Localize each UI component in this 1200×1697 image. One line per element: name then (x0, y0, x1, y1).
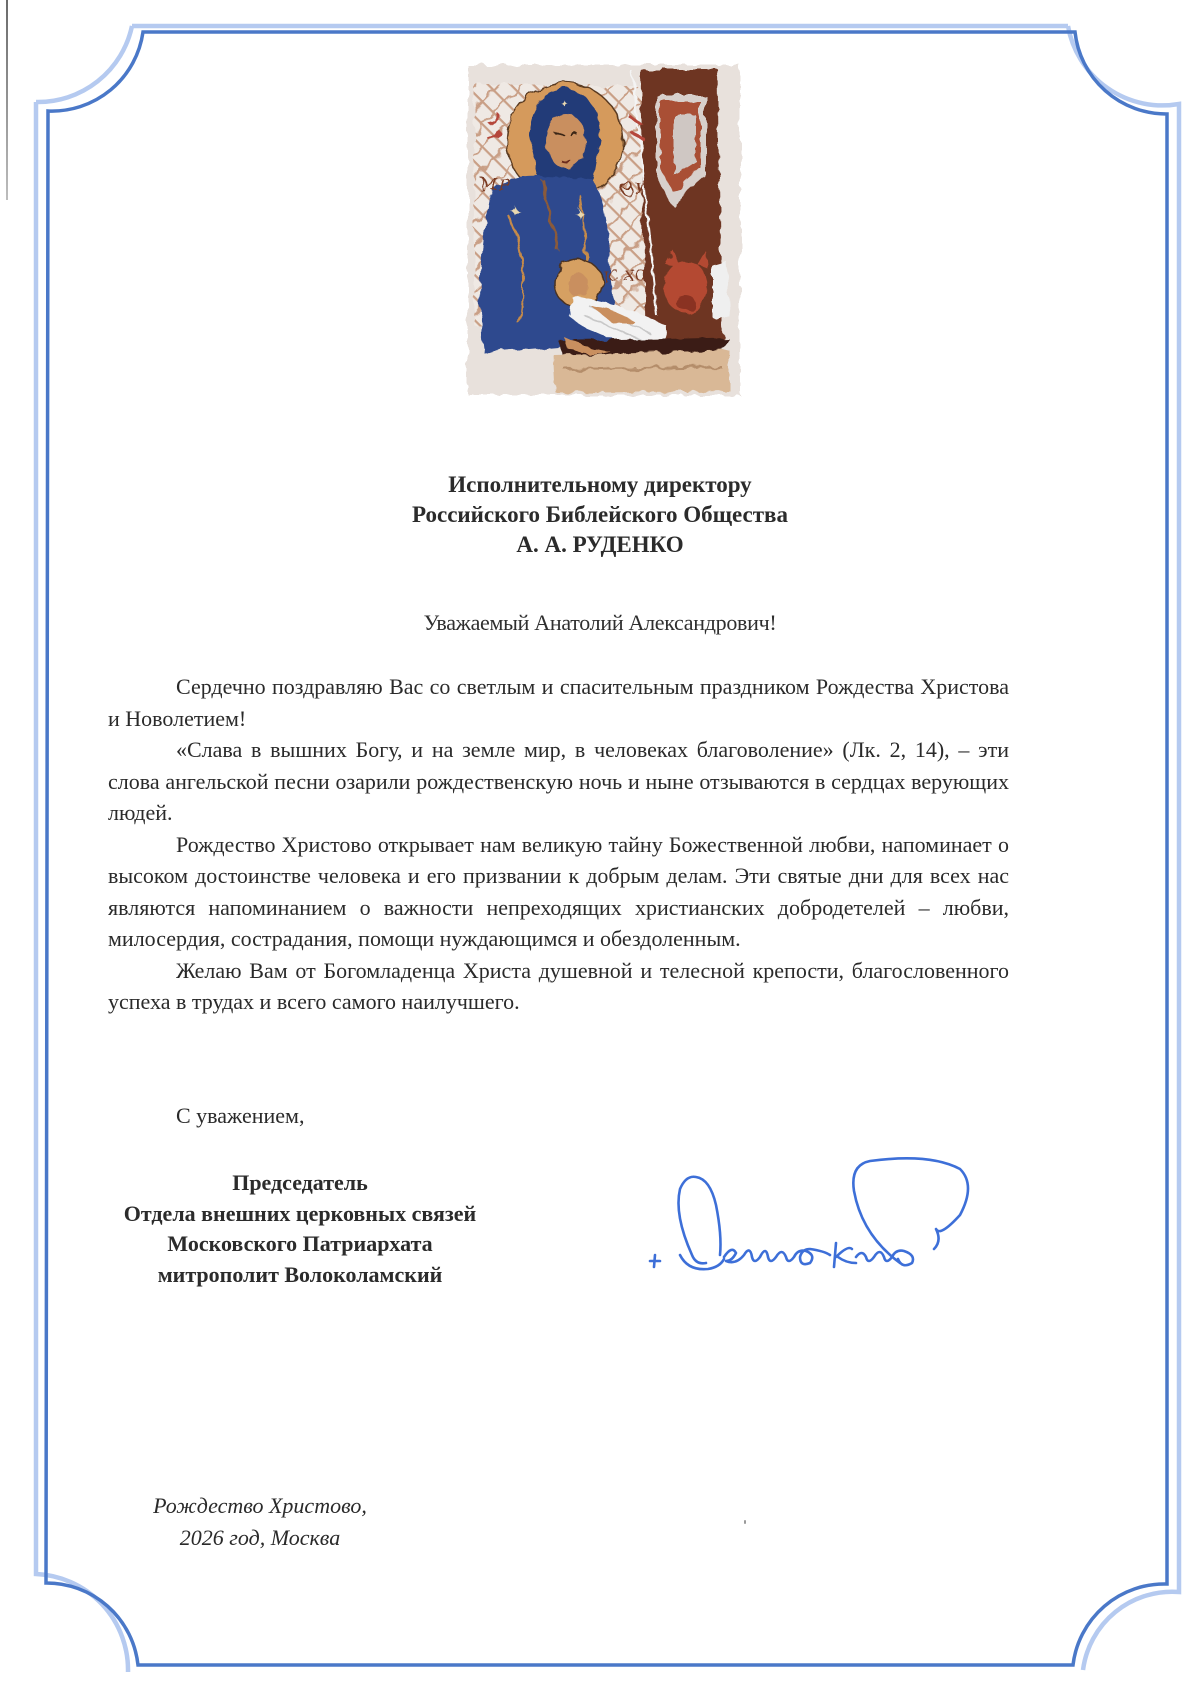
icon-inscription-ic-xc: ІС ХС (602, 267, 647, 285)
body-paragraph: Сердечно поздравляю Вас со светлым и спасительным праздником Рождества Христова и Новолетием! (108, 674, 1009, 731)
svg-text:✦: ✦ (574, 207, 586, 223)
signatory-title: митрополит Волоколамский (157, 1261, 443, 1287)
scan-edge (6, 0, 8, 200)
complimentary-close: С уважением, (176, 1103, 305, 1128)
addressee-organization: Российского Библейского Общества (412, 502, 788, 527)
signatory-department: Отдела внешних церковных связей (123, 1200, 477, 1226)
scan-speck (744, 1520, 746, 1524)
addressee-block (200, 470, 1000, 560)
signatory-position: Председатель (232, 1170, 368, 1195)
letter-body (108, 671, 1009, 1018)
place-and-date (100, 1490, 420, 1554)
icon-inscription-mp: МР (480, 175, 511, 196)
svg-text:✦: ✦ (560, 99, 569, 110)
addressee-title: Исполнительному директору (448, 472, 752, 497)
signatory-block (100, 1168, 500, 1290)
salutation: Уважаемый Анатолий Александрович! (423, 610, 777, 635)
icon-inscription-theta-u: ѲУ (620, 179, 648, 200)
handwritten-signature (640, 1145, 1000, 1285)
signature-cross (650, 1255, 660, 1267)
addressee-name: А. А. РУДЕНКО (516, 532, 684, 557)
footer-year-city: 2026 год, Москва (179, 1525, 341, 1550)
svg-text:✦: ✦ (508, 203, 520, 219)
footer-occasion: Рождество Христово, (153, 1493, 367, 1518)
body-paragraph: «Слава в вышних Богу, и на земле мир, в человеках благоволение» (Лк. 2, 14), – эти слова ангельской песни озарили рождественскую ночь и ныне отзываются в сердцах верующих людей. (108, 737, 1009, 825)
body-paragraph: Желаю Вам от Богомладенца Христа душевной и телесной крепости, благословенного успеха в трудах и всего самого наилучшего. (108, 957, 1009, 1014)
body-paragraph: Рождество Христово открывает нам великую тайну Божественной любви, напоминает о высоком достоинстве человека и его призвании к добрым делам. Эти святые дни для всех нас являются напоминанием о важности непреходящих христианских добродетелей – любви, милосердия, сострадания, помощи нуждающимся и обездоленным. (108, 831, 1009, 951)
nativity-icon-image (460, 55, 750, 400)
signatory-patriarchate: Московского Патриархата (167, 1231, 433, 1256)
signature-stroke (679, 1177, 721, 1264)
